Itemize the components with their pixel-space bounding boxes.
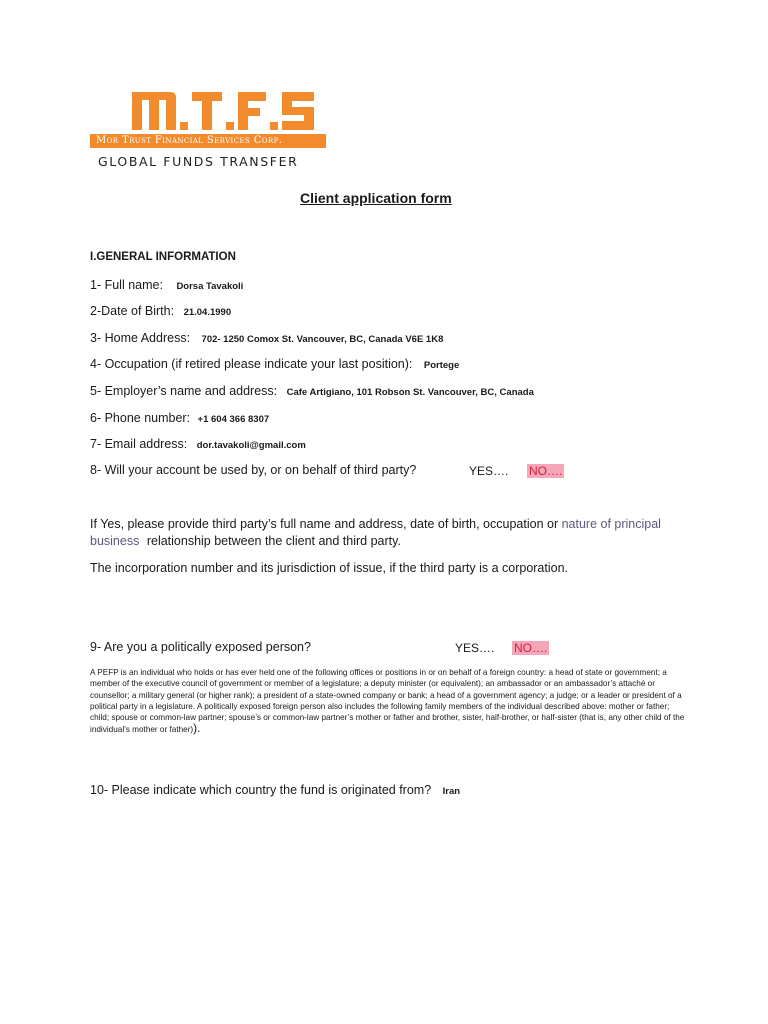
third-party-instructions <box>90 516 661 550</box>
question-politically-exposed: 9- Are you a politically exposed person? <box>90 640 311 654</box>
question-third-party: 8- Will your account be used by, or on behalf of third party? <box>90 463 417 477</box>
instructions-highlight: business <box>90 534 140 548</box>
pefp-note-end: ). <box>193 721 201 736</box>
field-label: 5- Employer’s name and address: <box>90 384 278 398</box>
corporation-instructions: The incorporation number and its jurisdiction of issue, if the third party is a corporation. <box>90 561 569 575</box>
field-value[interactable]: dor.tavakoli@gmail.com <box>196 440 306 451</box>
field-full-name <box>90 278 243 292</box>
field-value[interactable]: 21.04.1990 <box>183 307 232 318</box>
logo-company-name: Mor Trust Financial Services Corp. <box>90 134 326 148</box>
instructions-line-1 <box>90 516 661 533</box>
company-logo <box>90 88 330 170</box>
field-email-address <box>90 437 306 451</box>
third-party-yes-option[interactable]: YES…. <box>469 464 509 478</box>
field-label: 1- Full name: <box>90 278 163 292</box>
field-label: 7- Email address: <box>90 437 188 451</box>
pep-yes-option[interactable]: YES…. <box>455 641 495 655</box>
field-value[interactable]: 702- 1250 Comox St. Vancouver, BC, Canada V6E 1K8 <box>201 334 444 345</box>
field-value[interactable]: Iran <box>442 786 461 797</box>
field-label: 4- Occupation (if retired please indicate your last position): <box>90 357 413 371</box>
field-label: 3- Home Address: <box>90 331 191 345</box>
field-date-of-birth <box>90 304 231 318</box>
field-employer <box>90 384 534 398</box>
field-value[interactable]: Dorsa Tavakoli <box>176 281 244 292</box>
mtfs-logo-letters <box>130 88 330 132</box>
logo-tagline: GLOBAL FUNDS TRANSFER <box>98 154 299 169</box>
field-label: 2-Date of Birth: <box>90 304 175 318</box>
pep-no-option[interactable]: NO…. <box>514 641 548 655</box>
field-value[interactable]: +1 604 366 8307 <box>197 414 270 425</box>
field-fund-origin <box>90 783 460 797</box>
pefp-definition-note <box>90 667 690 736</box>
form-title: Client application form <box>300 190 452 206</box>
field-value[interactable]: Cafe Artigiano, 101 Robson St. Vancouver, BC, Canada <box>286 387 534 398</box>
instructions-text: If Yes, please provide third party’s full name and address, date of birth, occupation or <box>90 517 559 531</box>
field-label: 6- Phone number: <box>90 411 191 425</box>
field-home-address <box>90 331 443 345</box>
instructions-line-2 <box>90 533 661 550</box>
field-value[interactable]: Portege <box>423 360 460 371</box>
pefp-note-text: A PEFP is an individual who holds or has ever held one of the following offices or positions in or on behalf of a foreign country: a head of state or government; a member of the executive council of government or member of a legislature; a deputy minister (or equivalent); an ambassador or an ambassador’s attaché or counsellor; a military general (or higher rank); a president of a state-owned company or bank; a head of a government agency; a judge; or a leader or president of a political party in a legislature. A politically exposed foreign person also includes the following family members of the individual described above: mother or father; child; spouse or common-law partner; spouse’s or common-law partner’s mother or father and brother, sister, half-brother, or half-sister (that is, any other child of the individual’s mother or father) <box>90 668 685 735</box>
third-party-no-option[interactable]: NO…. <box>529 464 563 478</box>
instructions-text: relationship between the client and third party. <box>146 534 401 548</box>
field-label: 10- Please indicate which country the fund is originated from? <box>90 783 432 797</box>
instructions-highlight: nature of principal <box>561 517 661 531</box>
field-phone-number <box>90 411 269 425</box>
field-occupation <box>90 357 459 371</box>
section-title: I.GENERAL INFORMATION <box>90 251 236 263</box>
